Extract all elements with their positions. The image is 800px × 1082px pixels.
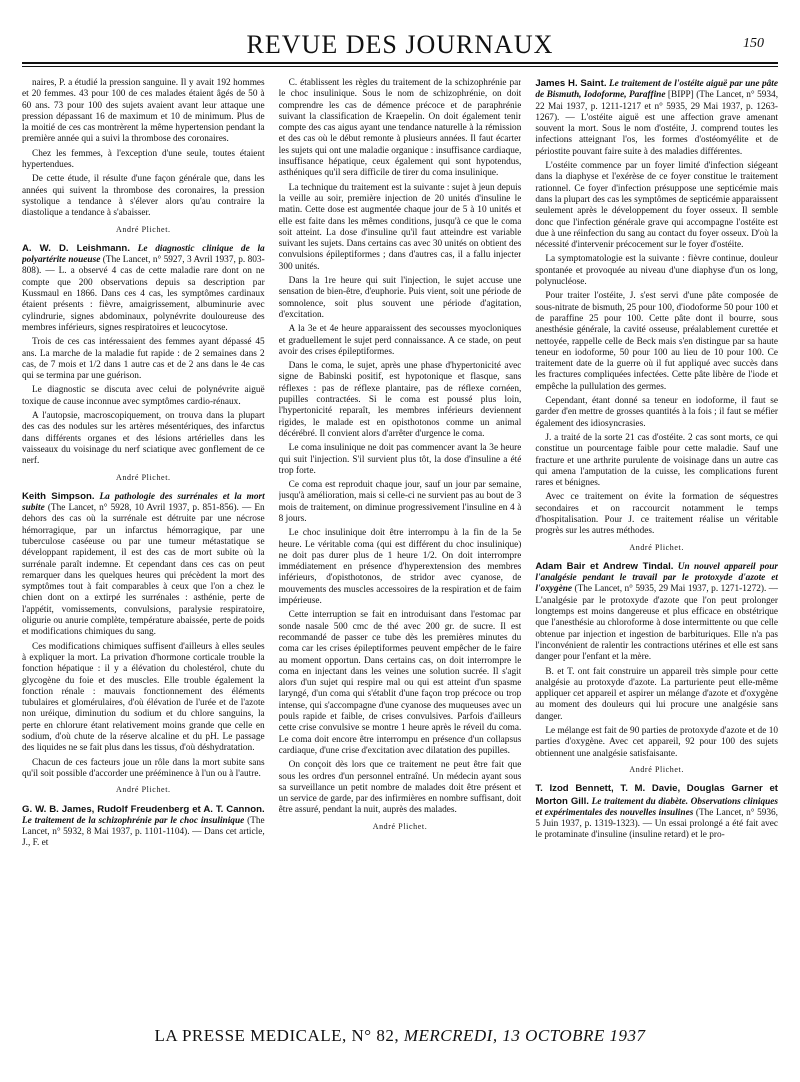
article-paragraph: Cette interruption se fait en introduisant dans l'estomac par sonde nasale 500 cmc de thé avec 200 gr. de sucre. Il est recommandé de passer ce tube dès les premières minutes du coma car les crises épileptiformes peuvent empêcher de le faire au moment opportun. Dans certains cas, on doit interrompre le coma en injectant dans les veines une solution sucrée. Il s'agit alors d'un sujet qui respire mal ou qui est atteint d'un spasme laryngé, d'un coma qui s'établit d'une façon trop précoce ou trop intense, qui s'accompagne d'une cyanose des muqueuses avec un pouls rapide et faible, de crises convulsives. Parfois d'ailleurs cette crise convulsive se montre 1 heure après le réveil du coma. Le coma doit encore être interrompu en présence d'un collapsus cardiaque, d'une crise d'excitation avec dilatation des pupilles. (278, 610, 522, 756)
column-2 (279, 78, 522, 998)
article-paragraph: A la 3e et 4e heure apparaissent des secousses myocloniques et graduellement le sujet perd connaissance. A ce stade, on peut avoir des crises épileptiformes. (278, 324, 522, 357)
article-heading (22, 804, 265, 850)
article-title: Un nouvel appareil pour l'analgésie pendant le travail par le protoxyde d'azote et l'oxygène (535, 561, 779, 595)
article-paragraph: Ces modifications chimiques suffisent d'ailleurs à elles seules à expliquer la mort. La privation d'hormone corticale trouble la fonction hépatique : il y a élévation du cholestérol, chute du glycogène du foie et des muscles. Elle trouble également la fonction rénale : mauvais fonctionnement des éléments tubulaires et glomérulaires, d'où élévation de l'urée et de l'azote non uréique, diminution du sodium et du chlore sanguins, la perte en chlorure étant relativement moins grande que celle en sodium, d'où chute de la réserve alcaline et du pH. Le passage des liquides ne se fait plus dans les tissus, d'où déshydratation. (22, 641, 265, 754)
footer-date: MERCREDI, 13 OCTOBRE 1937 (403, 1026, 646, 1045)
article-paragraph: Avec ce traitement on évite la formation de séquestres secondaires et on raccourcit notamment le temps d'hospitalisation. Pour J. ce traitement réalise un véritable progrès sur les autres méthodes. (535, 492, 779, 537)
page-footer (22, 1026, 778, 1046)
article-authors: Keith Simpson. (22, 490, 95, 502)
header-rule-thin (22, 66, 778, 67)
article-source-text: (The Lancet, n° 5927, 3 Avril 1937, p. 803-808). — L. a observé 4 cas de cette maladie rare dont on ne compte que 200 observations depuis sa description par Kussmaul en 1866. Dans ces 4 cas, les symptômes cardinaux étaient présents : fièvre, amaigrissement, albuminurie avec cylindrurie, signes abdominaux, polynévrite douloureuse des membres inférieurs, signes respiratoires et leucocytose. (22, 255, 265, 333)
article-title: Le traitement de la schizophrénie par le choc insulinique (22, 815, 245, 826)
article-paragraph: Dans le coma, le sujet, après une phase d'hypertonicité avec signe de Babinski positif, est hypotonique et flasque, sans réflexes : pas de réflexe plantaire, pas de réflexe cornéen, pupilles contractées. Si le coma est poussé plus loin, l'hypertonicité reparaît, les membres inférieurs deviennent rigides, le malade est en opisthotonos comme un animal décérébré. Il convient alors d'arrêter d'urgence le coma. (278, 361, 522, 439)
article-heading (22, 491, 265, 639)
article-paragraph: Chacun de ces facteurs joue un rôle dans la mort subite sans qu'il soit possible d'accorder une prééminence à l'un ou à l'autre. (22, 757, 265, 779)
article-paragraph: La symptomatologie est la suivante : fièvre continue, douleur spontanée et provoquée au niveau d'une diaphyse d'un os long, polynucléose. (535, 254, 779, 288)
article-source-text: [BIPP] (The Lancet, n° 5934, 22 Mai 1937, p. 1211-1217 et n° 5935, 29 Mai 1937, p. 1263-1267). — L'ostéite aiguë est une affection grave amenant souvent la mort. Sous le nom d'ostéite, J. comprend toutes les infections atteignant l'os, les formes d'ostéomyélite et de périostite pouvant faire suite à des maladies différentes. (535, 90, 779, 157)
footer-issue: N° 82, (351, 1026, 400, 1045)
article-heading (535, 78, 778, 158)
article-paragraph: La technique du traitement est la suivante : sujet à jeun depuis la veille au soir, première injection de 20 unités d'insuline le matin. Cette dose est augmentée chaque jour de 5 à 10 unités et elle est faite dans les mêmes conditions, jusqu'à ce que le coma soit atteint. La dose d'insuline qu'il faut atteindre est variable suivant les sujets. Dans certains cas avec 30 unités on obtient des convulsions épileptiformes ; dans d'autres cas, il a fallu injecter 300 unités. (278, 182, 522, 272)
article-source-text: (The Lancet, n° 5935, 29 Mai 1937, p. 1271-1272). — L'analgésie par le protoxyde d'azote que l'on peut prolonger longtemps est moins dangereuse et plus efficace en obstétrique que l'anesthésie au chloroforme à dose intermittente ou que celle obtenue par injection et ingestion de barbituriques. Elle n'a pas l'inconvénient de ralentir les contractions utérines et elle est sans danger pour l'enfant et la mère. (535, 584, 779, 663)
article-source-text: (The Lancet, n° 5932, 8 Mai 1937, p. 1101-1104). — Dans cet article, J., F. et (22, 815, 265, 849)
article-paragraph: L'ostéite commence par un foyer limité d'infection siégeant dans la diaphyse et l'exérèse de ce foyer constitue le traitement rationnel. Ce foyer d'infection présuppose une septicémie mais dans la plupart des cas les symptômes de septicémie apparaissent seulement après le développement du foyer osseux. Il semble donc que l'infection générale grave qui accompagne l'ostéite est due à une réinfection du sang au contact du foyer osseux. D'où la nécessité d'intervenir précocement sur le foyer d'ostéite. (535, 161, 779, 251)
article-title: Le traitement de l'ostéite aiguë par une pâte de Bismuth, Iodoforme, Paraffine (535, 79, 779, 101)
article-paragraph: C. établissent les règles du traitement de la schizophrénie par le choc insulinique. Sous le nom de schizophrénie, on doit comprendre les cas de démence précoce et de paraphrénie suivant la classification de Kraepelin. On doit également tenir compte des cas aigus ayant une tendance naturelle à la rémission et des cas où le début remonte à plusieurs années. Il faut écarter les sujets qui ont une maladie organique : insuffisance cardiaque, insuffisance hépatique, ceux également qui sont hypotendus, asthéniques qu'il sera difficile de tirer du coma insulinique. (278, 78, 522, 179)
article-paragraph: Cependant, étant donné sa teneur en iodoforme, il faut se garder d'en mettre de grosses quantités à la fois ; il faut se méfier également des idiosyncrasies. (535, 396, 779, 429)
article-paragraph: Le choc insulinique doit être interrompu à la fin de la 5e heure. Le véritable coma (qui est différent du choc insulinique) ne doit pas durer plus de 1 heure 1/2. On doit interrompre immédiatement en présence d'hyperextension des membres inférieurs, d'opisthotonos, de stridor avec cyanose, de mouvements des muscles accessoires de la respiration et de faim impérieuse. (278, 528, 522, 607)
article-authors: T. Izod Bennett, T. M. Davie, Douglas Garner et Morton Gill. (535, 783, 779, 807)
article-columns (22, 78, 778, 998)
article-paragraph: Ce coma est reproduit chaque jour, sauf un jour par semaine, jusqu'à amélioration, mais si celle-ci ne survient pas au bout de 3 mois de traitement, on diminue progressivement l'insuline en 4 à 8 jours. (278, 480, 522, 524)
column-1 (22, 78, 265, 998)
article-paragraph: Trois de ces cas intéressaient des femmes ayant dépassé 45 ans. La marche de la maladie fut rapide : de 2 semaines dans 2 cas, de 7 mois et 1/2 dans 1 autre cas et de 2 ans dans le 4e cas qui se termina par une guérison. (22, 337, 265, 382)
article-authors: A. W. D. Leishmann. (22, 242, 130, 254)
header-rule (22, 62, 778, 64)
article-paragraph: J. a traité de la sorte 21 cas d'ostéite. 2 cas sont morts, ce qui constitue un pourcentage faible pour cette maladie. Sauf une fracture et une arthrite purulente de voisinage dans un autre cas qui amena l'amputation de la cuisse, les complications furent rares et bénignes. (535, 432, 779, 489)
article-authors: Adam Bair et Andrew Tindal. (535, 560, 674, 572)
article-title: Le traitement du diabète. Observations cliniques et expérimentales des nouvelles insulines (535, 796, 779, 818)
article-paragraph: Le coma insulinique ne doit pas commencer avant la 3e heure qui suit l'injection. S'il survient plus tôt, la dose d'insuline a été trop forte. (278, 443, 522, 476)
article-paragraph: Pour traiter l'ostéite, J. s'est servi d'une pâte composée de sous-nitrate de bismuth, 25 pour 100, d'iodoforme 50 pour 100 et de paraffine 25 pour 100. Cette pâte dont il bourre, sous anesthésie générale, la cavité osseuse, préalablement curettée et nettoyée, rappelle celle de Beck mais s'en distingue par sa haute teneur en iodoforme, 50 pour 100 au lieu de 10 pour 100. Ce traitement date de la guerre où il fut appliqué avec succès dans les fractures compliquées infectées. Cette pâte libère de l'iode et empêche la pullulation des germes. (535, 291, 779, 392)
page-number: 150 (743, 36, 764, 51)
article-paragraph: De cette étude, il résulte d'une façon générale que, dans les années qui suivent la thrombose des coronaires, la pression systolique a tendance à s'élever alors qu'au contraire la diastolique a tendance à s'abaisser. (22, 174, 265, 219)
article-signature: André Plichet. (116, 472, 171, 482)
page-header (22, 26, 778, 66)
article-heading (535, 561, 778, 664)
article-paragraph: A l'autopsie, macroscopiquement, on trouva dans la plupart des cas des nodules sur les artères mésentériques, des infarctus dans différents organes et des lésions artérielles dans les vaisseaux du voisinage du nerf sciatique avec gonflement de ce nerf. (22, 411, 265, 467)
article-title: La pathologie des surrénales et la mort subite (22, 491, 265, 514)
article-paragraph: Le diagnostic se discuta avec celui de polynévrite aiguë toxique de cause inconnue avec symptômes cardio-rénaux. (22, 385, 265, 407)
article-authors: James H. Saint. (535, 78, 607, 89)
article-authors: G. W. B. James, Rudolf Freudenberg et A. T. Cannon. (22, 803, 265, 815)
article-signature: André Plichet. (629, 542, 684, 552)
article-signature: André Plichet. (629, 764, 684, 774)
article-source-text: (The Lancet, n° 5936, 5 Juin 1937, p. 1319-1323). — Un essai prolongé a été fait avec le protaminate d'insuline (insuline retard) et le pro- (535, 807, 779, 841)
article-heading (22, 243, 265, 334)
article-signature: André Plichet. (116, 224, 171, 234)
article-paragraph: On conçoit dès lors que ce traitement ne peut être fait que sous les ordres d'un personnel entraîné. Un médecin ayant sous sa surveillance un petit nombre de malades doit être présent et un service de garde, par des infirmières en nombre suffisant, doit être assuré, pendant la nuit, auprès des malades. (278, 760, 522, 816)
article-paragraph: B. et T. ont fait construire un appareil très simple pour cette analgésie au protoxyde d'azote. La parturiente peut elle-même appliquer cet appareil et aspirer un mélange d'azote et d'oxygène au moment des douleurs qui lui procure une analgésie sans danger. (535, 666, 779, 722)
article-signature: André Plichet. (116, 785, 171, 795)
article-paragraph: naires, P. a étudié la pression sanguine. Il y avait 192 hommes et 20 femmes. 43 pour 100 de ces malades étaient âgés de 50 à 60 ans. 73 pour 100 des sujets avaient avant leur attaque une pression dépassant 16 de maximum et 10 de minimum. Plus de la moitié de ces cas montrèrent la même hypertension pendant la première année qui a suivi la thrombose des coronaires. (22, 78, 265, 145)
footer-journal: LA PRESSE MEDICALE, (154, 1026, 347, 1045)
article-paragraph: Chez les femmes, à l'exception d'une seule, toutes étaient hypertendues. (22, 148, 265, 171)
journal-title: REVUE DES JOURNAUX (246, 30, 554, 59)
article-paragraph: Le mélange est fait de 90 parties de protoxyde d'azote et de 10 parties d'oxygène. Avec cet appareil, 92 pour 100 des sujets obtiennent une analgésie satisfaisante. (535, 726, 779, 759)
article-signature: André Plichet. (372, 821, 428, 831)
article-paragraph: Dans la 1re heure qui suit l'injection, le sujet accuse une sensation de bien-être, d'euphorie. Puis vient, soit une période de somnolence, soit plus souvent une période d'agitation, d'excitation. (278, 276, 522, 320)
article-source-text: (The Lancet, n° 5928, 10 Avril 1937, p. 851-856). — En dehors des cas où la surrénale est détruite par une nécrose hémorragique, par un infarctus hémorragique, par une tuberculose caséeuse ou par une tumeur métastatique se développant rapidement, il est des cas de mort subite où la surrénale paraît indemne. Et cependant dans ces cas on peut remarquer dans les quelques heures qui précèdent la mort des symptômes tout à fait comparables à ceux que l'on a chez le chien dont on a extirpé les surrénales : asthénie, perte de l'appétit, vomissements, convulsions, paralysie respiratoire, oligurie ou anurie complète, température abaissée, perte de poids et modifications chimiques du sang. (22, 503, 265, 638)
article-heading (535, 783, 778, 841)
column-3 (535, 78, 778, 998)
article-title: Le diagnostic clinique de la polyartérite noueuse (22, 243, 265, 266)
